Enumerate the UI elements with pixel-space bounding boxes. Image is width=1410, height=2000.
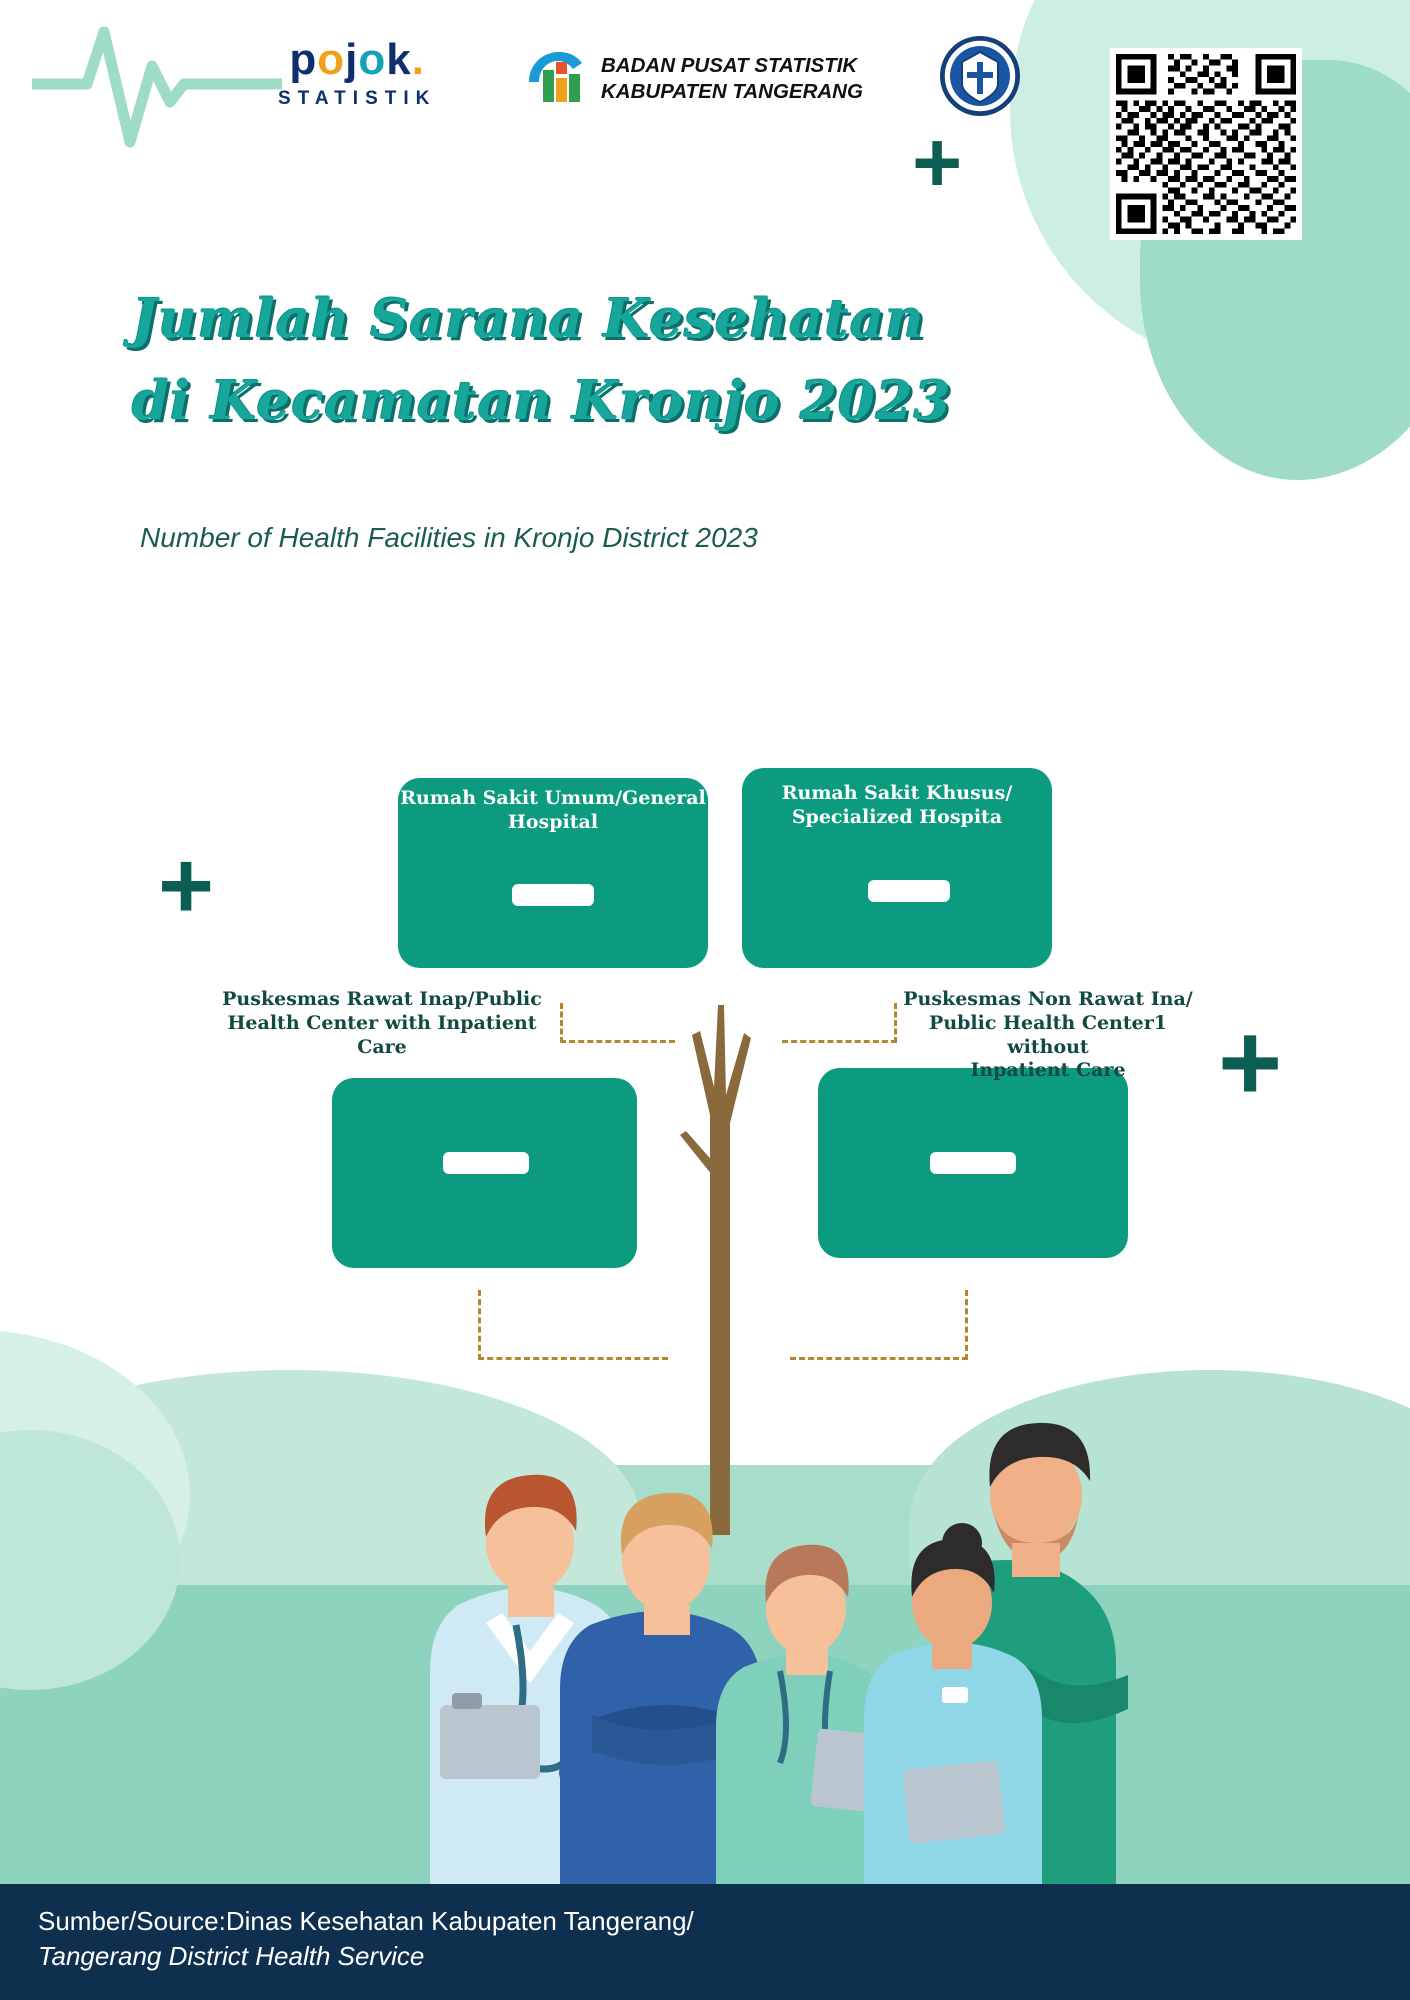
kabupaten-tangerang-seal-icon: [940, 36, 1020, 116]
page-title-line-2: di Kecamatan Kronjo 2023: [132, 370, 952, 433]
plus-decoration-top: +: [912, 115, 963, 211]
page-subtitle: Number of Health Facilities in Kronjo District 2023: [140, 522, 758, 553]
page-title: [132, 278, 1032, 442]
bps-line-1: BADAN PUSAT STATISTIK: [601, 53, 858, 77]
card-label-puskesmas-rawat-inap: Puskesmas Rawat Inap/Public Health Center with Inpatient Care: [222, 988, 542, 1058]
connector-dashed-bottom-left: [478, 1290, 668, 1360]
footer-source-line-1: Sumber/Source:Dinas Kesehatan Kabupaten Tangerang/: [38, 1906, 694, 1936]
bps-logo-text: [601, 53, 863, 105]
connector-dashed-top-left: [560, 1003, 675, 1043]
qr-code-icon: [1110, 48, 1302, 240]
medical-team-illustration: [200, 1375, 1210, 1885]
card-value-puskesmas-rawat-inap: [443, 1152, 529, 1174]
pojok-logo-subtitle: STATISTIK: [278, 88, 437, 109]
bps-logo-icon: [525, 48, 589, 110]
bps-line-2: KABUPATEN TANGERANG: [601, 80, 863, 103]
pojok-logo-word: pojok.: [289, 35, 425, 84]
qr-code[interactable]: [1110, 48, 1302, 240]
footer-source-bar: [0, 1884, 1410, 2000]
card-value-puskesmas-non-rawat-inap: [930, 1152, 1016, 1174]
plus-decoration-right: +: [1218, 1001, 1283, 1124]
card-label-rumah-sakit-umum: Rumah Sakit Umum/General Hospital: [400, 787, 706, 833]
heartbeat-pulse-icon: [32, 14, 282, 154]
card-label-puskesmas-non-rawat-inap: Puskesmas Non Rawat Ina/ Public Health Center1 without Inpatient Care: [903, 988, 1193, 1082]
pojok-statistik-logo: [278, 35, 437, 110]
connector-dashed-bottom-right: [790, 1290, 968, 1360]
bps-logo-block: [525, 48, 863, 110]
card-label-rumah-sakit-khusus: Rumah Sakit Khusus/ Specialized Hospita: [781, 782, 1013, 828]
card-value-rumah-sakit-umum: [512, 884, 594, 906]
plus-decoration-left: +: [158, 832, 215, 939]
connector-dashed-top-right: [782, 1003, 897, 1043]
footer-source-line-2: Tangerang District Health Service: [38, 1941, 425, 1972]
card-value-rumah-sakit-khusus: [868, 880, 950, 902]
page-title-line-1: Jumlah Sarana Kesehatan: [132, 288, 925, 350]
